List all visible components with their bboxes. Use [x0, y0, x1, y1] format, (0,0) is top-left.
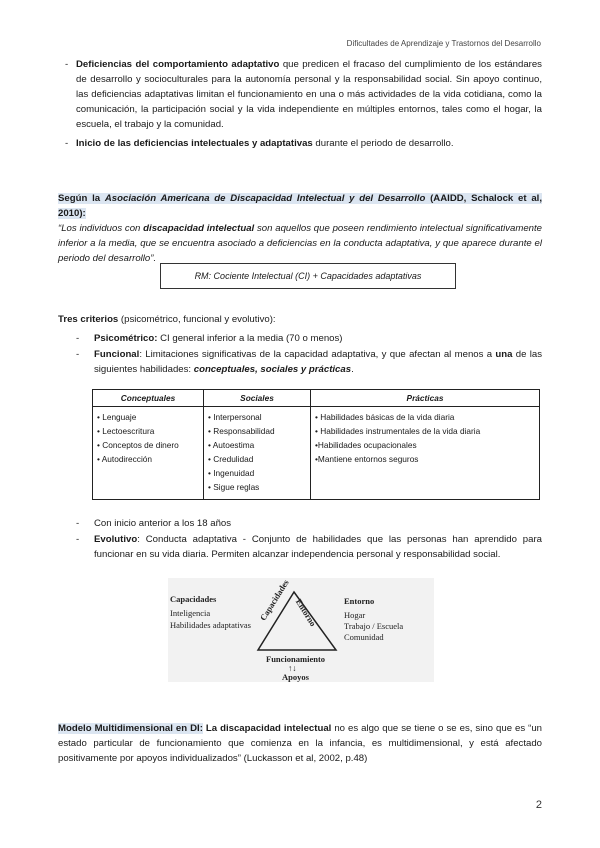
- list-item: • Lectoescritura: [97, 426, 155, 436]
- cell-conceptuales: [93, 407, 204, 500]
- aaidd-quote: [58, 223, 542, 264]
- aaidd-ref: (AAIDD, Schalock et al, 2010):: [58, 193, 542, 219]
- fig-left-title: Capacidades: [170, 594, 217, 604]
- list-item: • Autoestima: [208, 440, 255, 450]
- col-conceptuales: Conceptuales: [93, 390, 204, 407]
- cell-sociales: [204, 407, 311, 500]
- model-bold: La discapacidad intelectual: [202, 723, 332, 734]
- bullet-dash: -: [76, 349, 80, 360]
- table-row: [93, 407, 540, 500]
- fig-left-item: Habilidades adaptativas: [170, 620, 251, 630]
- fig-bottom-label: Funcionamiento: [266, 654, 326, 664]
- quote-bold: discapacidad intelectual: [143, 223, 255, 234]
- bullet-dash: -: [76, 333, 80, 344]
- model-text: no es algo que se tiene o se es, sino que es “un estado particular de funcionamiento que comienza en la infancia, es multidimensional, y está afectado positivamente por apoyos individualizados” (Luckasson et al, 2002, p.48): [58, 723, 543, 764]
- list-item: • Autodirección: [97, 454, 153, 464]
- bullet-text-2: de las siguientes habilidades:: [94, 349, 542, 375]
- table-header-row: [93, 390, 540, 407]
- cell-practicas: [311, 407, 540, 500]
- aaidd-definition: [58, 191, 542, 266]
- page-header: Dificultades de Aprendizaje y Trastornos del Desarrollo: [346, 39, 541, 48]
- bullet-dash: -: [76, 534, 80, 545]
- bullet-text: que predicen el fracaso del cumplimiento de los estándares de desarrollo y socioculturales para la autonomía personal y la responsabilidad social. Sin apoyo continuo, las deficiencias adaptativas limitan el funcionamiento en una o más actividades de la vida cotidiana, como la comunicación, la participación social y la vida independiente en múltiples entornos, tales como el hogar, la escuela, el trabajo y la comunidad.: [76, 59, 542, 130]
- bullet-adaptive-deficits: [65, 57, 542, 132]
- fig-side-right: Entorno: [293, 597, 319, 628]
- col-sociales: Sociales: [204, 390, 311, 407]
- bullet-bold-text: Deficiencias del comportamiento adaptativo: [76, 59, 280, 70]
- bullet-text: : Limitaciones significativas de la capacidad adaptativa, y que afectan al menos a: [139, 349, 496, 360]
- quote-end: son aquellos que poseen rendimiento intelectual significativamente inferior a la media, que se encuentra asociado a deficiencias en la conducta adaptativa, y que aparece durante el periodo del desarrollo”.: [58, 223, 542, 264]
- page-number: 2: [535, 799, 542, 811]
- quote-start: “Los individuos con: [58, 223, 144, 234]
- list-item: •Habilidades ocupacionales: [315, 440, 417, 450]
- bullet-bold-text: Inicio de las deficiencias intelectuales y adaptativas: [76, 138, 313, 149]
- fig-right-item: Hogar: [344, 610, 366, 620]
- skills-emphasis: conceptuales, sociales y prácticas: [193, 364, 352, 375]
- bullet-bold-text: Psicométrico:: [94, 333, 158, 344]
- bullet-functional: [76, 347, 542, 377]
- bullet-psychometric: [76, 331, 542, 346]
- list-item: • Interpersonal: [208, 412, 262, 422]
- model-label: Modelo Multidimensional en DI:: [58, 723, 203, 734]
- list-item: • Responsabilidad: [208, 426, 275, 436]
- col-practicas: Prácticas: [311, 390, 540, 407]
- bullet-bold-una: una: [495, 349, 513, 360]
- bullet-dash: -: [65, 59, 69, 70]
- list-item: • Lenguaje: [97, 412, 137, 422]
- bullet-text: Con inicio anterior a los 18 años: [94, 518, 232, 529]
- bullet-age-onset: [76, 516, 542, 531]
- list-item: • Habilidades instrumentales de la vida diaria: [315, 426, 481, 436]
- fig-side-left: Capacidades: [257, 577, 291, 623]
- up-down-arrows-icon: ↑↓: [288, 663, 297, 673]
- list-item: • Credulidad: [208, 454, 254, 464]
- formula-box: RM: Cociente Intelectual (CI) + Capacidades adaptativas: [160, 263, 456, 289]
- bullet-text: durante el periodo de desarrollo.: [312, 138, 454, 149]
- functioning-diagram: [168, 578, 434, 682]
- bullet-evolutive: [76, 532, 542, 562]
- list-item: • Sigue reglas: [208, 482, 260, 492]
- bullet-bold-text: Funcional: [94, 349, 140, 360]
- bullet-text: CI general inferior a la media (70 o menos): [157, 333, 343, 344]
- list-item: • Ingenuidad: [208, 468, 255, 478]
- fig-left-item: Inteligencia: [170, 608, 211, 618]
- criteria-intro-bold: Tres criterios: [58, 314, 119, 325]
- list-item: • Conceptos de dinero: [97, 440, 179, 450]
- skills-table: [92, 389, 540, 500]
- bullet-onset: [65, 136, 542, 151]
- bullet-dash: -: [65, 138, 69, 149]
- multidimensional-model: [58, 721, 542, 766]
- list-item: •Mantiene entornos seguros: [315, 454, 419, 464]
- criteria-intro: [58, 312, 542, 327]
- bullet-end: .: [351, 364, 354, 375]
- aaidd-prefix: Según la: [58, 193, 105, 204]
- fig-right-title: Entorno: [344, 596, 375, 606]
- fig-right-item: Trabajo / Escuela: [344, 621, 404, 631]
- aaidd-heading: [58, 193, 542, 219]
- bullet-dash: -: [76, 518, 80, 529]
- aaidd-org: Asociación Americana de Discapacidad Intelectual y del Desarrollo: [104, 193, 426, 204]
- fig-support-label: Apoyos: [282, 672, 309, 682]
- bullet-bold-text: Evolutivo: [94, 534, 138, 545]
- bullet-text: : Conducta adaptativa - Conjunto de habilidades que las personas han aprendido para funcionar en su vida diaria. Permiten alcanzar independencia personal y responsabilidad social.: [94, 534, 542, 560]
- list-item: • Habilidades básicas de la vida diaria: [315, 412, 455, 422]
- fig-right-item: Comunidad: [344, 632, 384, 642]
- criteria-intro-text: (psicométrico, funcional y evolutivo):: [118, 314, 276, 325]
